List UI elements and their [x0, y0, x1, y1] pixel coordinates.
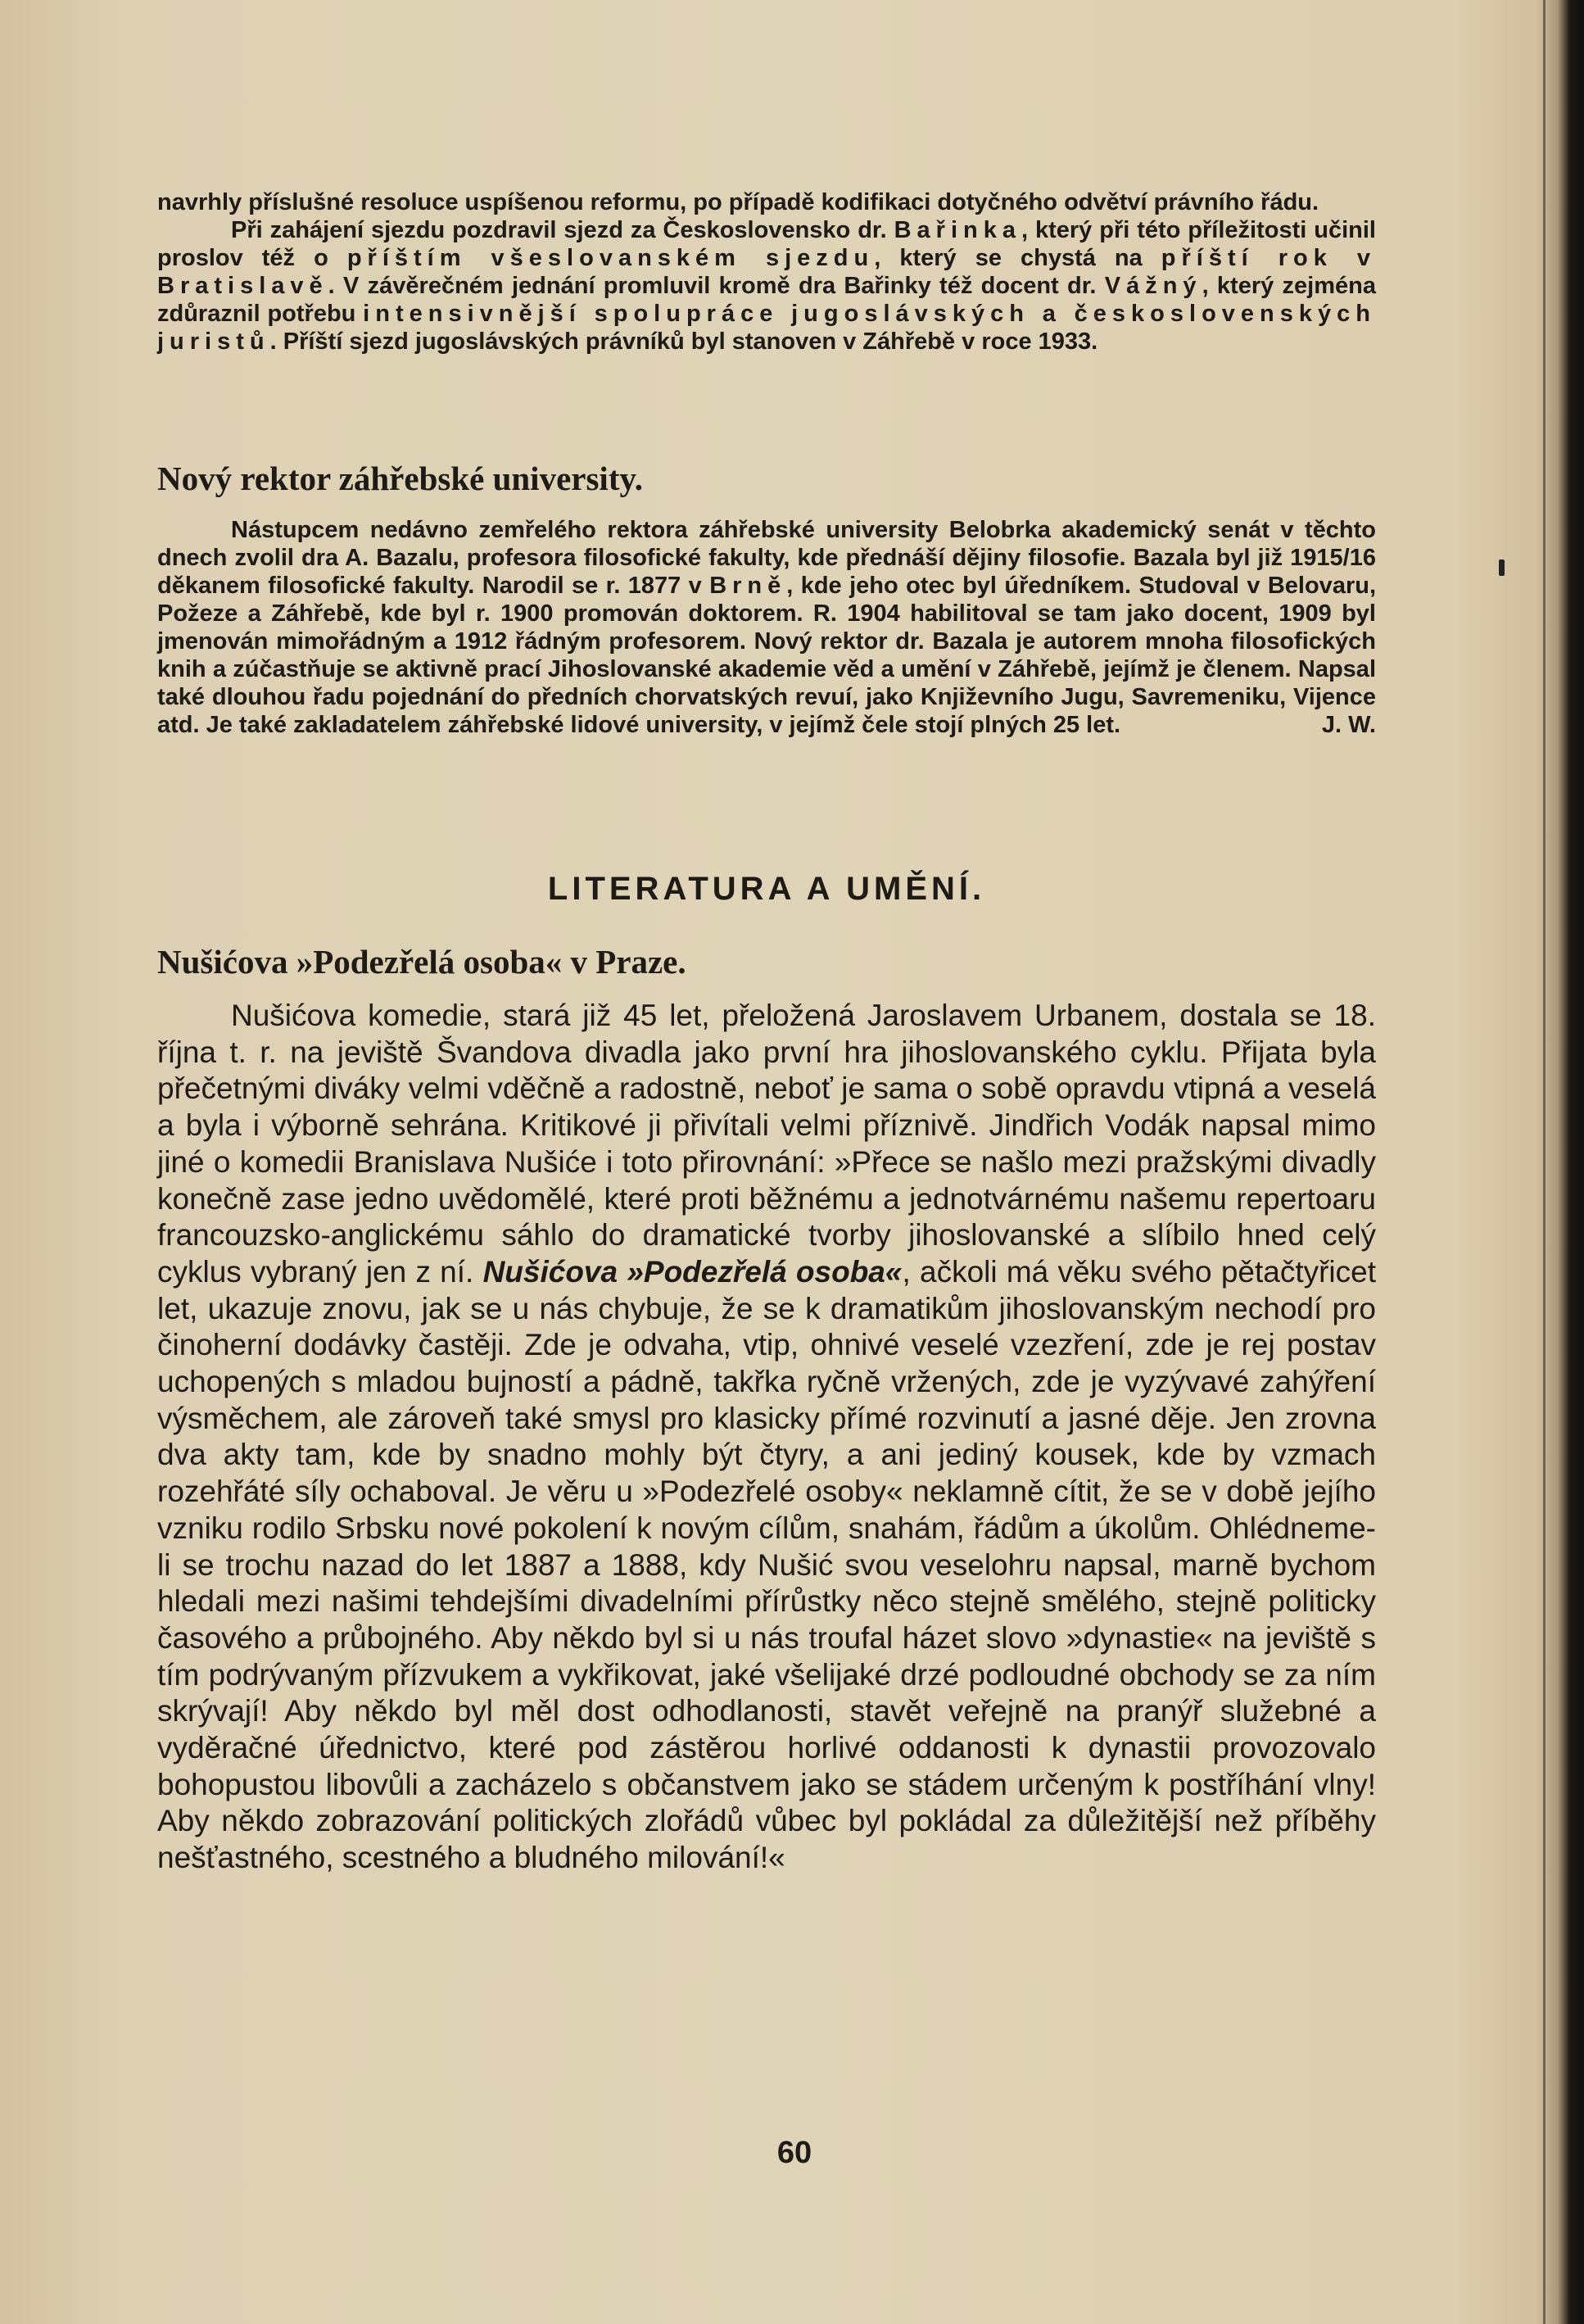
intro-paragraph-2	[157, 216, 1376, 356]
page-number: 60	[776, 2136, 812, 2170]
rector-article	[157, 459, 1376, 739]
rector-body	[157, 516, 1376, 739]
section-header	[157, 871, 1376, 908]
intro-name-vazny: Vážný	[1104, 273, 1202, 299]
intro-text-a: Při zahájení sjezdu pozdravil sjezd za Československo dr.	[231, 217, 894, 243]
intro-text-k: . Příští sjezd jugoslávských právníků byl stanoven v Záhřebě v roce 1933.	[269, 328, 1098, 355]
nusic-text-b: , ačkoli má věku svého pětačtyřicet let, ukazuje znovu, jak se u nás chybuje, že se k dramatikům jihoslovanským nechodí pro činoherní dodávky častěji. Zde je odvaha, vtip, ohnivé veselé vzezření, zde je rej postav uchopených s mladou bujností a pádně, takřka ryčně vržených, zde je vyzývavé zahýření výsměchem, ale zároveň také smysl pro klasicky přímé rozvinutí a jasné děje. Jen zrovna dva akty tam, kde by snadno mohly být čtyry, a ani jediný kousek, kde by vzmach rozehřáté síly ochaboval. Je věru u »Podezřelé osoby« neklamně cítit, že se v době jejího vzniku rodilo Srbsku nové pokolení k novým cílům, snahám, řádům a úkolům. Ohlédneme-li se trochu nazad do let 1887 a 1888, kdy Nušić svou veselohru napsal, marně bychom hledali mezi našimi tehdejšími divadelními přírůstky něco stejně smělého, stejně politicky časového a průbojného. Aby někdo byl si u nás troufal házet slovo »dynastie« na jeviště s tím podrývaným přízvukem a vykřikovat, jaké všelijaké drzé podloudné obchody se za ním skrývají! Aby někdo byl měl dost odhodlanosti, stavět veřejně na pranýř služebné a vyděračné úřednictvo, které pod zástěrou horlivé oddanosti k dynastii provozovalo bohopustou libovůli a zacházelo s občanstvem jako se stádem určeným k postříhání vlny! Aby někdo zobrazování politických zlořádů vůbec byl pokládal za důležitější než příběhy nešťastného, scestného a bludného milování!«	[157, 1254, 1377, 1875]
intro-spaced-sjezd: příštím všeslovanském sjezdu	[346, 245, 875, 271]
rector-text-a: Nástupcem nedávno zemřelého rektora záhřebské university Belobrka akademický senát v těchto dnech zvolil dra A. Bazalu, profesora filosofické fakulty, kde přednáší dějiny filosofie. Bazala byl již 1915/16 děkanem filosofické fakulty. Narodil se r. 1877 v	[157, 517, 1376, 599]
rector-spaced-brno: Brně	[709, 573, 787, 599]
intro-text-e: , který se chystá na	[874, 245, 1161, 271]
intro-block	[157, 188, 1376, 356]
intro-text-g: . V závěrečném jednání promluvil kromě dra Bařinky též docent dr.	[328, 273, 1105, 299]
nusic-body	[157, 998, 1376, 1877]
intro-text-i: , který zejména zdůraznil potřebu	[157, 273, 1376, 327]
rector-heading: Nový rektor záhřebské university.	[157, 460, 643, 497]
nusic-italic-title: Nušićova »Podezřelá osoba«	[482, 1254, 903, 1289]
intro-spaced-bratislava: příští rok v Bratislavě	[157, 245, 1376, 299]
margin-mark	[1499, 559, 1505, 576]
page-edge-shadow	[1536, 0, 1584, 2324]
nusic-article	[157, 942, 1376, 1877]
intro-paragraph-1: navrhly příslušné resoluce uspíšenou reformu, po případě kodifikaci dotyčného odvětví právního řádu.	[157, 189, 1319, 215]
intro-text-c: , který při této příležitosti učinil proslov též o	[157, 217, 1376, 271]
nusic-heading: Nušićova »Podezřelá osoba« v Praze.	[157, 943, 686, 981]
section-title: LITERATURA A UMĚNÍ.	[547, 871, 986, 907]
nusic-text-a: Nušićova komedie, stará již 45 let, přeložená Jaroslavem Urbanem, dostala se 18. října t. r. na jeviště Švandova divadla jako první hra jihoslovanského cyklu. Přijata byla přečetnými diváky velmi vděčně a radostně, neboť je sama o sobě opravdu vtipná a veselá a byla i výborně sehrána. Kritikové ji přivítali velmi příznivě. Jindřich Vodák napsal mimo jiné o komedii Branislava Nušiće i toto přirovnání: »Přece se našlo mezi pražskými divadly konečně zase jedno uvědomělé, které proti běžnému a jednotvárnému našemu repertoaru francouzsko-anglickému sáhlo do dramatické tvorby jihoslovanské a slíbilo hned celý cyklus vybraný jen z ní.	[157, 999, 1376, 1289]
rector-signature: J. W.	[1321, 712, 1376, 738]
intro-name-barinka: Bařinka	[894, 217, 1021, 243]
intro-spaced-spoluprace: intensivnější spolupráce jugoslávských a československých juristů	[157, 301, 1376, 355]
rector-text-c: , kde jeho otec byl úředníkem. Studoval v Belovaru, Požeze a Záhřebě, kde byl r. 1900 promován doktorem. R. 1904 habilitoval se tam jako docent, 1909 byl jmenován mimořádným a 1912 řádným profesorem. Nový rektor dr. Bazala je autorem mnoha filosofických knih a zúčastňuje se aktivně prací Jihoslovanské akademie věd a umění v Záhřebě, jejímž je členem. Napsal také dlouhou řadu pojednání do předních chorvatských revuí, jako Književního Jugu, Savremeniku, Vijence atd. Je také zakladatelem záhřebské lidové university, v jejímž čele stojí plných 25 let.	[157, 573, 1376, 738]
